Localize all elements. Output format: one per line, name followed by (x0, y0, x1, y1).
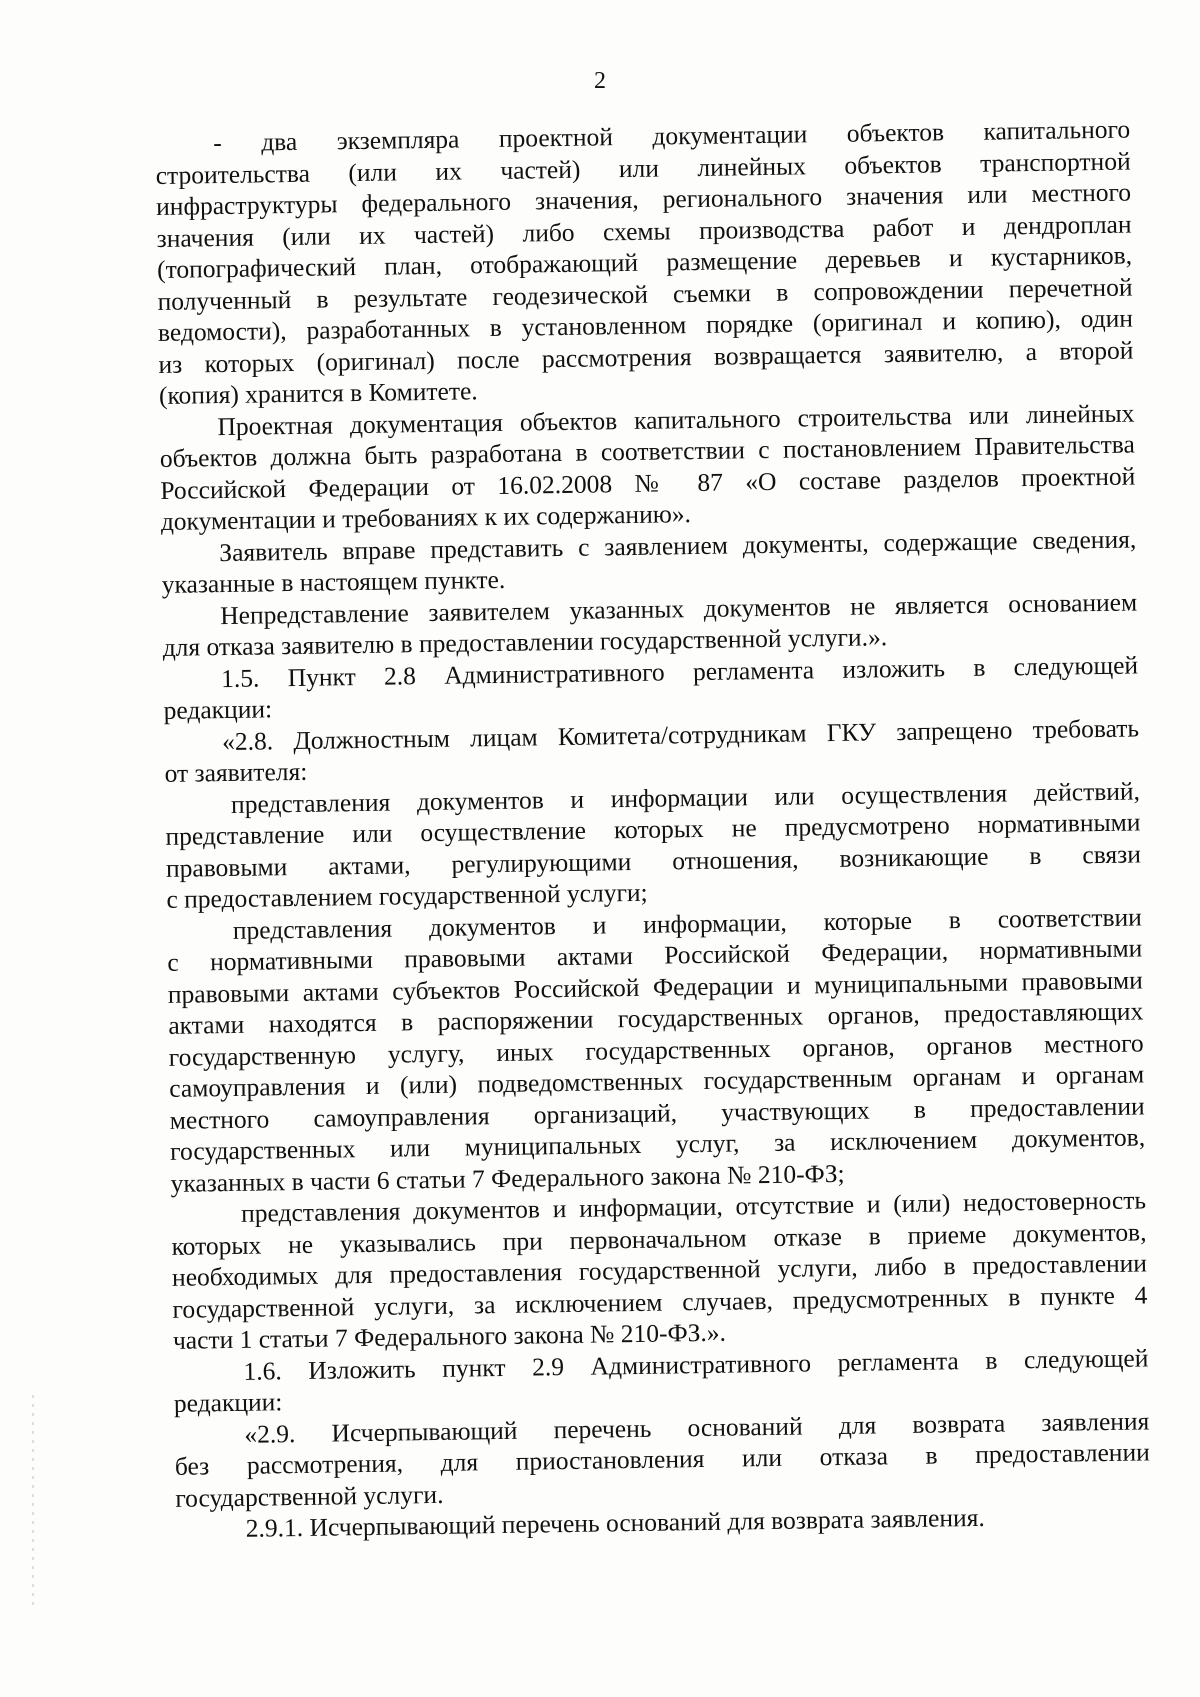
paragraph (167, 901, 1146, 1199)
text-line: правовыми актами, регулирующими отношения, возникающие в связи (165, 838, 1142, 883)
text-line: без рассмотрения, для приостановления или отказа в предоставлении (174, 1437, 1150, 1481)
text-line: «2.9. Исчерпывающий перечень оснований для возврата заявления (244, 1405, 1150, 1449)
text-line: с предоставлением государственной услуги; (166, 877, 648, 914)
text-line: объектов должна быть разработана в соответствии с постановлением Правительства (159, 429, 1136, 473)
text-line: правовыми актами субъектов Российской Федерации и муниципальными правовыми (167, 964, 1143, 1009)
text-line: от заявителя: (164, 756, 308, 788)
text-line: ведомости), разработанных в установленном порядке (оригинал и копию), один (157, 303, 1134, 347)
text-line: государственную услугу, иных государственных органов, органов местного (168, 1027, 1144, 1072)
text-line: Непредставление заявителем указанных документов не является основанием (220, 586, 1138, 630)
text-line: представления документов и информации или осуществления действий, (230, 775, 1141, 819)
text-line: инфраструктуры федерального значения, регионального значения или местного (155, 177, 1132, 221)
text-line: (копия) хранится в Комитете. (158, 376, 478, 410)
paragraph (171, 1184, 1148, 1356)
text-line: 2.9.1. Исчерпывающий перечень оснований для возврата заявления. (245, 1502, 985, 1543)
text-line: местного самоуправления организаций, участвующих в предоставлении (169, 1090, 1145, 1135)
text-line: - два экземпляра проектной документации объектов капитального (213, 114, 1131, 158)
text-line: 1.6. Изложить пункт 2.9 Административного регламента в следующей (243, 1342, 1149, 1386)
text-line: строительства (или их частей) или линейных объектов транспортной (155, 146, 1131, 190)
text-line: части 1 статьи 7 Федерального закона № 210-ФЗ.». (172, 1317, 727, 1355)
text-line: значения (или их частей) либо схемы производства работ и дендроплан (156, 209, 1132, 253)
text-line: Заявитель вправе представить с заявлением документы, содержащие сведения, (219, 523, 1137, 567)
text-line: редакции: (163, 694, 273, 725)
text-line: государственной услуги. (175, 1479, 444, 1513)
text-line: из которых (оригинал) после рассмотрения возвращается заявителю, а второй (158, 335, 1134, 379)
text-line: редакции: (173, 1387, 283, 1418)
page-number: 2 (594, 68, 606, 94)
text-line: документации и требованиях к их содержанию». (160, 499, 692, 536)
text-line: Проектная документация объектов капитального строительства или линейных (217, 398, 1135, 441)
text-line: указанные в настоящем пункте. (161, 564, 506, 599)
text-line: представление или осуществление которых не предусмотрено нормативными (165, 807, 1141, 851)
scan-edge-marks (32, 1395, 34, 1605)
text-line: необходимых для предоставления государственной услуги, либо в предоставлении (171, 1248, 1148, 1292)
text-line: полученный в результате геодезической съемки в сопровождении перечетной (157, 272, 1133, 316)
text-line: государственной услуги, за исключением случаев, предусмотренных в пункте 4 (172, 1279, 1148, 1324)
paragraph (174, 1405, 1150, 1514)
text-line: которых не указывались при первоначальном отказе в приеме документов, (171, 1216, 1147, 1261)
text-line: самоуправления и (или) подведомственных государственным органам и органам (169, 1059, 1145, 1103)
text-line: для отказа заявителю в предоставлении государственной услуги.». (162, 622, 888, 662)
text-line: Российской Федерации от 16.02.2008 № 87 «О составе разделов проектной (160, 460, 1136, 505)
text-line: государственных или муниципальных услуг, за исключением документов, (169, 1122, 1146, 1166)
text-line: указанных в части 6 статьи 7 Федерального закона № 210-ФЗ; (170, 1158, 845, 1198)
text-line: представления документов и информации, которые в соответствии (232, 901, 1143, 945)
text-line: представления документов и информации, отсутствие и (или) недостоверность (240, 1185, 1147, 1228)
text-line: 1.5. Пункт 2.8 Административного регламента изложить в следующей (220, 649, 1139, 693)
paragraph (155, 114, 1134, 412)
text-line: с нормативными правовыми актами Российской Федерации, нормативными (167, 933, 1143, 977)
paragraph (165, 775, 1142, 915)
text-line: «2.8. Должностным лицам Комитета/сотрудникам ГКУ запрещено требовать (221, 712, 1140, 756)
text-line: актами находятся в распоряжении государственных органов, предоставляющих (168, 996, 1144, 1040)
paragraph (159, 397, 1136, 537)
document-body (155, 114, 1151, 1546)
text-line: (топографический план, отображающий размещение деревьев и кустарников, (156, 240, 1133, 284)
